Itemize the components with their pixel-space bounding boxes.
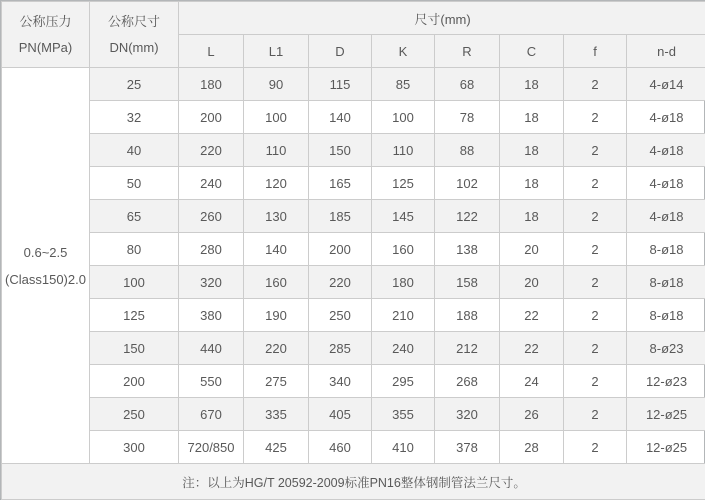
pressure-header-line2: PN(MPa): [18, 40, 73, 55]
dim-cell: 100: [244, 101, 309, 134]
dim-cell: 2: [564, 200, 627, 233]
size-header-line2: DN(mm): [109, 40, 159, 55]
dim-cell: 12-ø23: [627, 365, 705, 398]
dim-cell: 140: [309, 101, 372, 134]
dim-cell: 460: [309, 431, 372, 464]
col-header-R: R: [435, 35, 500, 68]
dim-cell: 165: [309, 167, 372, 200]
dim-cell: 100: [372, 101, 435, 134]
dim-cell: 4-ø18: [627, 200, 705, 233]
table-body: [2, 68, 705, 464]
dim-cell: 320: [435, 398, 500, 431]
dn-cell: 25: [90, 68, 179, 101]
dim-cell: 110: [244, 134, 309, 167]
dim-cell: 2: [564, 365, 627, 398]
dim-cell: 720/850: [179, 431, 244, 464]
dim-cell: 200: [309, 233, 372, 266]
dim-cell: 2: [564, 134, 627, 167]
header-row-group: [2, 2, 705, 35]
dim-cell: 8-ø18: [627, 299, 705, 332]
dim-cell: 2: [564, 101, 627, 134]
dim-cell: 26: [500, 398, 564, 431]
dim-cell: 188: [435, 299, 500, 332]
dim-cell: 140: [244, 233, 309, 266]
table-row: [2, 332, 705, 365]
dim-cell: 68: [435, 68, 500, 101]
dn-cell: 32: [90, 101, 179, 134]
dim-cell: 8-ø18: [627, 233, 705, 266]
dim-cell: 2: [564, 398, 627, 431]
table-row: [2, 134, 705, 167]
dim-cell: 240: [179, 167, 244, 200]
col-header-L: L: [179, 35, 244, 68]
table-row: [2, 167, 705, 200]
dimensions-group-header: 尺寸(mm): [179, 2, 705, 35]
dim-cell: 160: [372, 233, 435, 266]
note-cell: 注：以上为HG/T 20592-2009标准PN16整体钢制管法兰尺寸。: [2, 464, 705, 500]
table-footer: [2, 464, 705, 500]
dn-cell: 250: [90, 398, 179, 431]
dim-cell: 380: [179, 299, 244, 332]
dim-cell: 295: [372, 365, 435, 398]
table-row: [2, 299, 705, 332]
dim-cell: 78: [435, 101, 500, 134]
dn-cell: 150: [90, 332, 179, 365]
dim-cell: 2: [564, 68, 627, 101]
dn-cell: 80: [90, 233, 179, 266]
table-row: [2, 233, 705, 266]
dim-cell: 110: [372, 134, 435, 167]
dim-cell: 180: [372, 266, 435, 299]
dim-cell: 355: [372, 398, 435, 431]
dim-cell: 28: [500, 431, 564, 464]
table-row: [2, 431, 705, 464]
pressure-value-cell: 0.6~2.5 (Class150)2.0: [2, 68, 90, 464]
dim-cell: 335: [244, 398, 309, 431]
dim-cell: 24: [500, 365, 564, 398]
dim-cell: 102: [435, 167, 500, 200]
dim-cell: 4-ø14: [627, 68, 705, 101]
dim-cell: 20: [500, 233, 564, 266]
dim-cell: 4-ø18: [627, 167, 705, 200]
dim-cell: 12-ø25: [627, 398, 705, 431]
dim-cell: 670: [179, 398, 244, 431]
dim-cell: 220: [179, 134, 244, 167]
dim-cell: 22: [500, 332, 564, 365]
dim-cell: 200: [179, 101, 244, 134]
col-header-C: C: [500, 35, 564, 68]
dim-cell: 220: [244, 332, 309, 365]
dim-cell: 18: [500, 167, 564, 200]
table-row: [2, 398, 705, 431]
col-header-f: f: [564, 35, 627, 68]
dim-cell: 18: [500, 134, 564, 167]
dim-cell: 22: [500, 299, 564, 332]
dim-cell: 160: [244, 266, 309, 299]
dim-cell: 88: [435, 134, 500, 167]
dim-cell: 85: [372, 68, 435, 101]
dim-cell: 275: [244, 365, 309, 398]
table-row: [2, 101, 705, 134]
dim-cell: 220: [309, 266, 372, 299]
dim-cell: 8-ø18: [627, 266, 705, 299]
dim-cell: 268: [435, 365, 500, 398]
dim-cell: 285: [309, 332, 372, 365]
dim-cell: 240: [372, 332, 435, 365]
dim-cell: 440: [179, 332, 244, 365]
col-header-L1: L1: [244, 35, 309, 68]
dim-cell: 185: [309, 200, 372, 233]
dim-cell: 12-ø25: [627, 431, 705, 464]
dn-cell: 200: [90, 365, 179, 398]
dim-cell: 18: [500, 68, 564, 101]
table-row: [2, 266, 705, 299]
dim-cell: 2: [564, 167, 627, 200]
dim-cell: 115: [309, 68, 372, 101]
dim-cell: 210: [372, 299, 435, 332]
dim-cell: 125: [372, 167, 435, 200]
dim-cell: 2: [564, 431, 627, 464]
col-header-nd: n-d: [627, 35, 705, 68]
flange-dimension-table: [1, 1, 705, 500]
pressure-column-header: [2, 2, 90, 68]
dim-cell: 18: [500, 200, 564, 233]
dim-cell: 150: [309, 134, 372, 167]
dim-cell: 378: [435, 431, 500, 464]
dim-cell: 145: [372, 200, 435, 233]
dim-cell: 158: [435, 266, 500, 299]
dim-cell: 280: [179, 233, 244, 266]
dim-cell: 250: [309, 299, 372, 332]
dn-cell: 100: [90, 266, 179, 299]
dim-cell: 260: [179, 200, 244, 233]
dim-cell: 20: [500, 266, 564, 299]
dim-cell: 138: [435, 233, 500, 266]
dim-cell: 8-ø23: [627, 332, 705, 365]
dim-cell: 2: [564, 332, 627, 365]
dim-cell: 18: [500, 101, 564, 134]
dim-cell: 4-ø18: [627, 134, 705, 167]
size-column-header: [90, 2, 179, 68]
table-row: [2, 68, 705, 101]
dn-cell: 65: [90, 200, 179, 233]
table-row: [2, 365, 705, 398]
dn-cell: 300: [90, 431, 179, 464]
dim-cell: 90: [244, 68, 309, 101]
pressure-header-line1: 公称压力: [19, 14, 72, 29]
dim-cell: 550: [179, 365, 244, 398]
dim-cell: 2: [564, 233, 627, 266]
dim-cell: 120: [244, 167, 309, 200]
dim-cell: 2: [564, 266, 627, 299]
dim-cell: 320: [179, 266, 244, 299]
dim-cell: 410: [372, 431, 435, 464]
dim-cell: 130: [244, 200, 309, 233]
col-header-D: D: [309, 35, 372, 68]
table-row: [2, 200, 705, 233]
dim-cell: 340: [309, 365, 372, 398]
dim-cell: 2: [564, 299, 627, 332]
col-header-K: K: [372, 35, 435, 68]
dn-cell: 40: [90, 134, 179, 167]
dim-cell: 425: [244, 431, 309, 464]
dn-cell: 125: [90, 299, 179, 332]
dim-cell: 180: [179, 68, 244, 101]
dim-cell: 4-ø18: [627, 101, 705, 134]
dim-cell: 405: [309, 398, 372, 431]
dn-cell: 50: [90, 167, 179, 200]
dim-cell: 122: [435, 200, 500, 233]
size-header-line1: 公称尺寸: [107, 14, 160, 29]
note-row: [2, 464, 705, 500]
dim-cell: 190: [244, 299, 309, 332]
dim-cell: 212: [435, 332, 500, 365]
table-header: [2, 2, 705, 68]
